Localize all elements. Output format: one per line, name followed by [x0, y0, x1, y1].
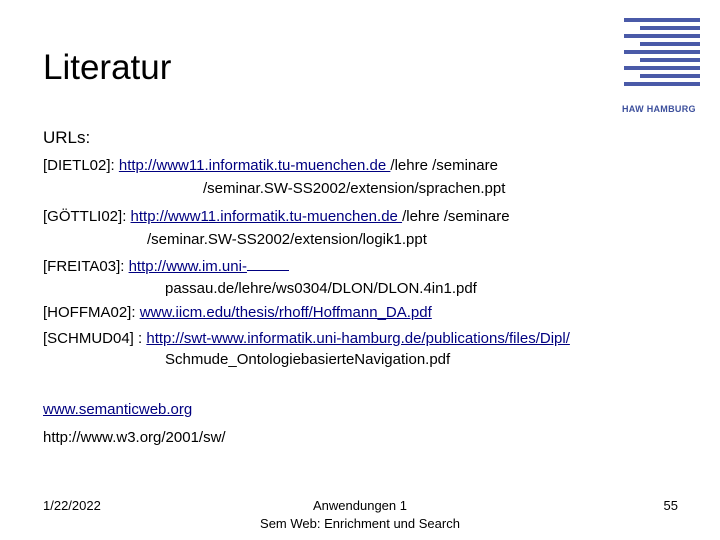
- ref-freita: [43, 256, 289, 277]
- ref-link[interactable]: http://www11.informatik.tu-muenchen.de: [130, 208, 403, 225]
- ref-rest: /lehre /seminare: [390, 157, 498, 174]
- ref-goettli-cont: /seminar.SW-SS2002/extension/logik1.ppt: [147, 231, 427, 248]
- page-title: Literatur: [43, 48, 172, 87]
- logo-text: HAW HAMBURG: [622, 104, 696, 114]
- ref-link[interactable]: http://swt-www.informatik.uni-hamburg.de/publications/files/Dipl/: [146, 330, 570, 347]
- link-underline: [247, 256, 289, 271]
- ref-key: [DIETL02]:: [43, 157, 119, 174]
- ref-rest: /lehre /seminare: [402, 208, 510, 225]
- ref-hoffma: [43, 303, 432, 323]
- semanticweb-link[interactable]: www.semanticweb.org: [43, 401, 193, 418]
- ref-key: [GÖTTLI02]:: [43, 208, 131, 225]
- ref-goettli: [43, 207, 510, 227]
- ref-dietl: [43, 156, 498, 176]
- w3-link: http://www.w3.org/2001/sw/: [43, 429, 226, 446]
- ref-link[interactable]: http://www11.informatik.tu-muenchen.de: [118, 157, 391, 174]
- urls-heading: URLs:: [43, 128, 91, 147]
- ref-dietl-cont: /seminar.SW-SS2002/extension/sprachen.ppt: [203, 180, 506, 197]
- ref-link[interactable]: www.iicm.edu/thesis/rhoff/Hoffmann_DA.pdf: [139, 304, 432, 321]
- ref-key: [SCHMUD04] :: [43, 330, 147, 347]
- footer-center-line2: Sem Web: Enrichment und Search: [260, 516, 460, 531]
- semanticweb-line: [43, 400, 192, 420]
- footer-center-line1: Anwendungen 1: [313, 498, 407, 513]
- ref-schmud-cont: Schmude_OntologiebasierteNavigation.pdf: [165, 351, 451, 368]
- ref-link[interactable]: http://www.im.uni-: [128, 258, 247, 275]
- footer-page-number: 55: [663, 498, 678, 513]
- ref-freita-cont: passau.de/lehre/ws0304/DLON/DLON.4in1.pdf: [165, 280, 477, 297]
- ref-key: [FREITA03]:: [43, 258, 129, 275]
- ref-schmud: [43, 329, 570, 349]
- footer-center: [220, 497, 500, 533]
- ref-key: [HOFFMA02]:: [43, 304, 140, 321]
- footer-date: 1/22/2022: [43, 498, 101, 513]
- haw-hamburg-logo: [620, 18, 700, 118]
